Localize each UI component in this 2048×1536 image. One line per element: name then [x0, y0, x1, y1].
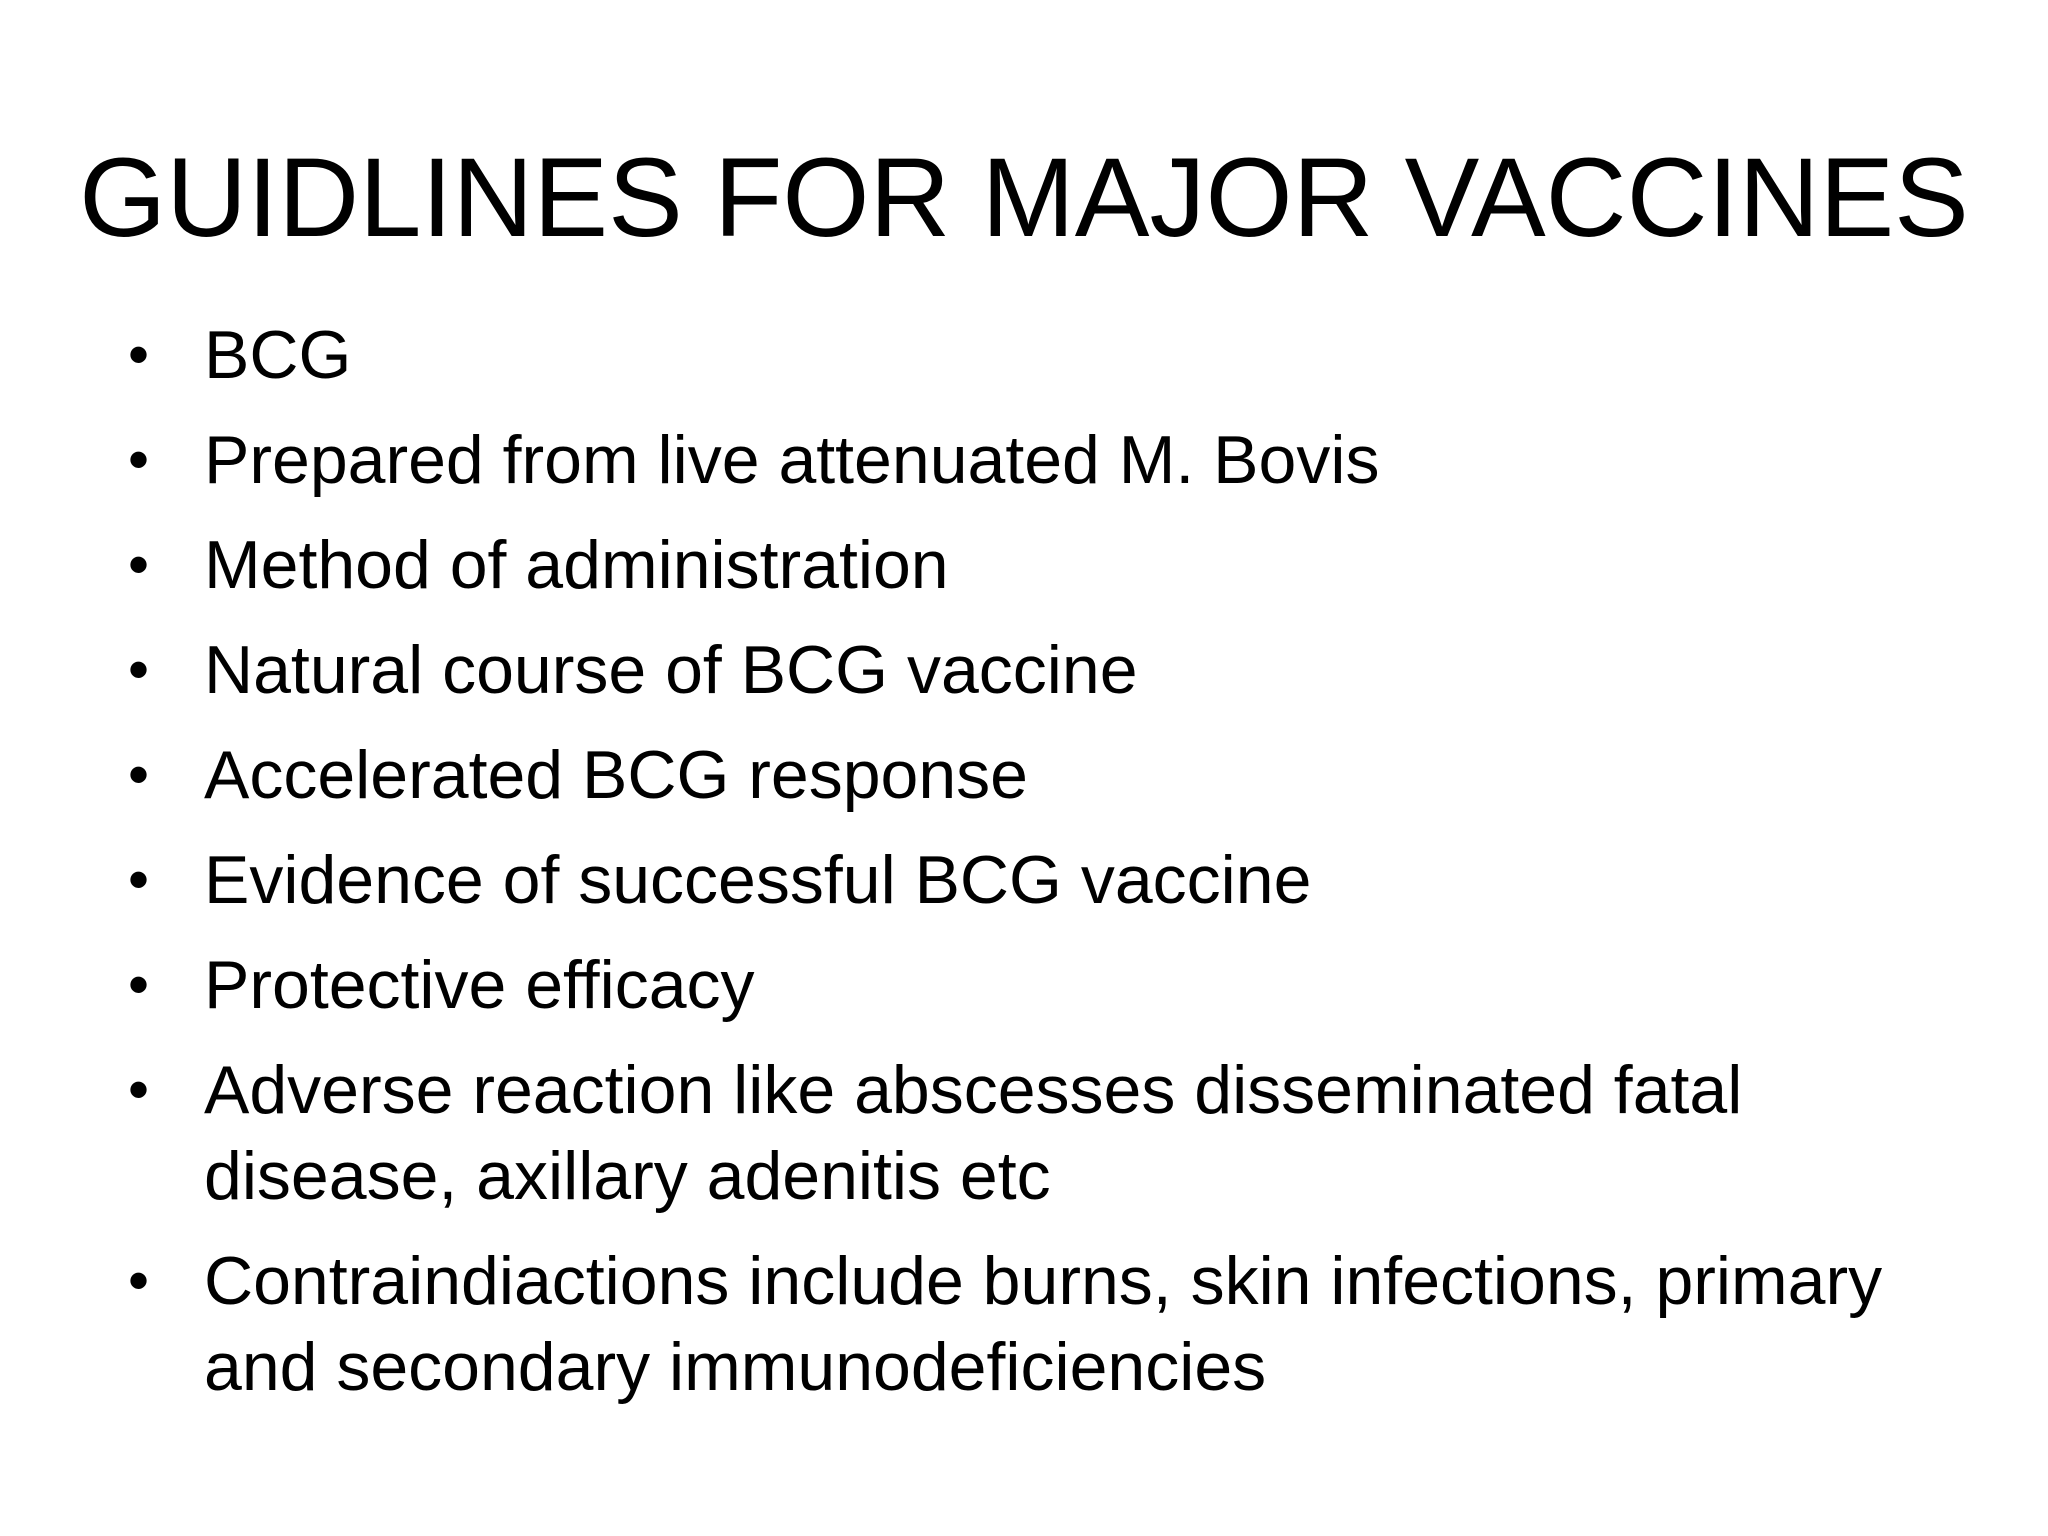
bullet-icon: • [128, 321, 150, 388]
bullet-text: Accelerated BCG response [204, 737, 1028, 813]
bullet-item [120, 627, 1920, 713]
bullet-text: Natural course of BCG vaccine [204, 632, 1138, 708]
bullet-item [120, 417, 1920, 503]
bullet-item [120, 732, 1920, 818]
bullet-icon: • [128, 741, 150, 808]
bullet-icon: • [128, 846, 150, 913]
bullet-item [120, 312, 1920, 398]
bullet-icon: • [128, 426, 150, 493]
bullet-item [120, 837, 1920, 923]
bullet-text: Method of administration [204, 527, 949, 603]
bullet-item [120, 942, 1920, 1028]
bullet-item [120, 1238, 1920, 1410]
bullet-list [120, 312, 1920, 1429]
bullet-icon: • [128, 531, 150, 598]
bullet-text: BCG [204, 317, 352, 393]
bullet-icon: • [128, 636, 150, 703]
bullet-icon: • [128, 1247, 150, 1314]
bullet-icon: • [128, 951, 150, 1018]
bullet-item [120, 522, 1920, 608]
bullet-text: Prepared from live attenuated M. Bovis [204, 422, 1380, 498]
bullet-text: Contraindiactions include burns, skin infections, primary and secondary immunodeficiencies [204, 1243, 1883, 1405]
slide-title: GUIDLINES FOR MAJOR VACCINES [79, 135, 1969, 260]
bullet-item [120, 1047, 1920, 1219]
bullet-text: Evidence of successful BCG vaccine [204, 842, 1312, 918]
bullet-text: Protective efficacy [204, 947, 755, 1023]
bullet-icon: • [128, 1056, 150, 1123]
bullet-text: Adverse reaction like abscesses disseminated fatal disease, axillary adenitis etc [204, 1052, 1743, 1214]
